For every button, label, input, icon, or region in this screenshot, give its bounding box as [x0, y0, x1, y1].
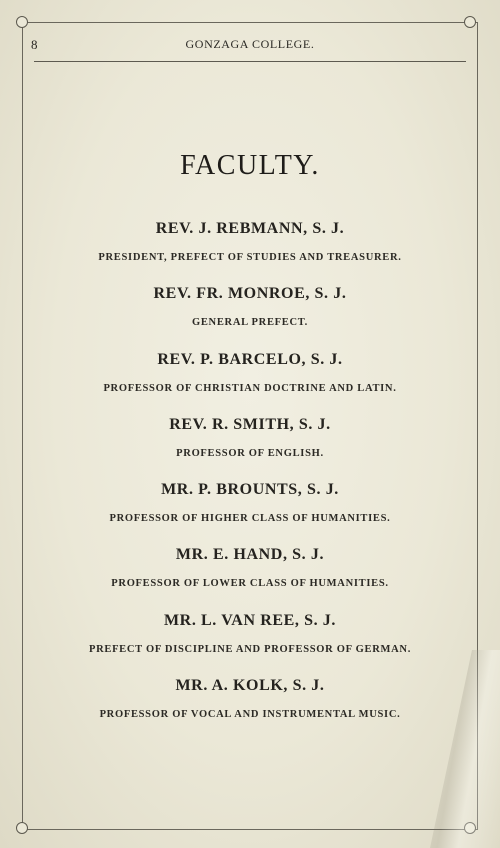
section-title: FACULTY. — [180, 150, 320, 181]
faculty-role: PROFESSOR OF CHRISTIAN DOCTRINE AND LATIN. — [103, 382, 397, 394]
faculty-entry — [0, 544, 500, 609]
faculty-entry — [0, 349, 500, 414]
faculty-name: MR. E. HAND, S. J. — [175, 546, 325, 564]
faculty-entry — [0, 675, 500, 740]
corner-ornament-top-right — [464, 16, 476, 28]
faculty-name: MR. P. BROUNTS, S. J. — [161, 481, 339, 499]
faculty-name: REV. P. BARCELO, S. J. — [157, 350, 343, 368]
faculty-name: REV. R. SMITH, S. J. — [169, 415, 331, 433]
faculty-entry — [0, 283, 500, 348]
faculty-role: PROFESSOR OF ENGLISH. — [176, 447, 324, 459]
faculty-name: REV. J. REBMANN, S. J. — [155, 220, 345, 237]
faculty-entry — [0, 218, 500, 283]
faculty-entry — [0, 479, 500, 544]
header-rule — [34, 61, 466, 62]
faculty-name: MR. L. VAN REE, S. J. — [163, 611, 337, 629]
faculty-entry — [0, 610, 500, 675]
running-head: GONZAGA COLLEGE. — [185, 37, 315, 51]
corner-ornament-top-left — [16, 16, 28, 28]
faculty-role: PRESIDENT, PREFECT OF STUDIES AND TREASURER. — [98, 252, 402, 263]
faculty-name: MR. A. KOLK, S. J. — [175, 677, 325, 695]
faculty-role: GENERAL PREFECT. — [191, 317, 309, 329]
faculty-role: PROFESSOR OF HIGHER CLASS OF HUMANITIES. — [109, 513, 391, 525]
faculty-role: PREFECT OF DISCIPLINE AND PROFESSOR OF GERMAN. — [88, 643, 412, 655]
faculty-entry — [0, 414, 500, 479]
faculty-role: PROFESSOR OF LOWER CLASS OF HUMANITIES. — [111, 578, 389, 590]
faculty-list — [0, 218, 500, 740]
faculty-name: REV. FR. MONROE, S. J. — [153, 285, 347, 303]
page-number: 8 — [31, 37, 38, 52]
faculty-role: PROFESSOR OF VOCAL AND INSTRUMENTAL MUSIC. — [99, 709, 401, 721]
corner-ornament-bottom-left — [16, 822, 28, 834]
